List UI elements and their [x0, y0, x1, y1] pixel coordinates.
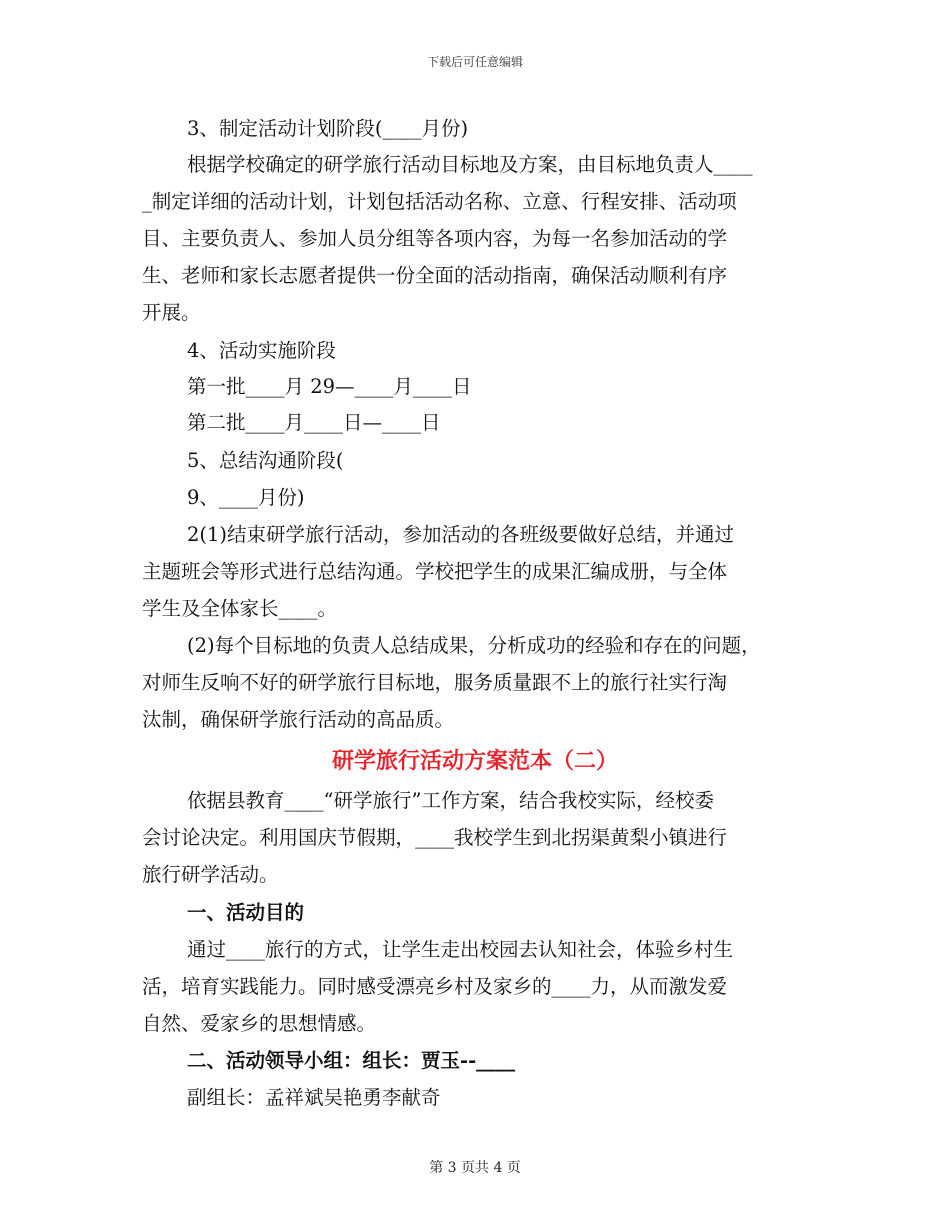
paragraph-line: 对师生反响不好的研学旅行目标地，服务质量跟不上的旅行社实行淘 — [142, 671, 728, 694]
heading-leadership-group: 二、活动领导小组：组长：贾玉--____ — [187, 1049, 516, 1072]
paragraph-line: 汰制，确保研学旅行活动的高品质。 — [142, 708, 455, 731]
paragraph-line: 生、老师和家长志愿者提供一份全面的活动指南，确保活动顺利有序 — [142, 264, 728, 287]
page-footer: 第 3 页共 4 页 — [429, 1160, 521, 1176]
step-9-line: 9、____月份) — [187, 486, 305, 509]
section-title: 研学旅行活动方案范本（二） — [331, 748, 618, 774]
paragraph-line: 活，培育实践能力。同时感受漂亮乡村及家乡的____力，从而激发爱 — [142, 975, 728, 998]
heading-activity-purpose: 一、活动目的 — [187, 901, 305, 924]
paragraph-line: 2(1)结束研学旅行活动，参加活动的各班级要做好总结，并通过 — [187, 523, 735, 546]
vice-leaders-line: 副组长：孟祥斌吴艳勇李献奇 — [187, 1086, 441, 1109]
paragraph-line: 会讨论决定。利用国庆节假期，____我校学生到北拐渠黄梨小镇进行 — [142, 826, 728, 849]
paragraph-line: 旅行研学活动。 — [142, 863, 279, 886]
step-4-heading: 4、活动实施阶段 — [187, 339, 336, 362]
paragraph-line: _制定详细的活动计划，计划包括活动名称、立意、行程安排、活动项 — [142, 190, 737, 213]
paragraph-line: 主题班会等形式进行总结沟通。学校把学生的成果汇编成册，与全体 — [142, 560, 728, 583]
page-header: 下载后可任意编辑 — [426, 55, 523, 69]
step-5-heading: 5、总结沟通阶段( — [187, 449, 344, 472]
paragraph-line: (2)每个目标地的负责人总结成果，分析成功的经验和存在的问题， — [187, 634, 761, 657]
batch-2-line: 第二批____月____日—____日 — [187, 411, 441, 434]
paragraph-line: 根据学校确定的研学旅行活动目标地及方案，由目标地负责人____ — [187, 153, 753, 176]
paragraph-line: 自然、爱家乡的思想情感。 — [142, 1012, 377, 1035]
step-3-heading: 3、制定活动计划阶段(____月份) — [187, 117, 469, 140]
paragraph-line: 通过____旅行的方式，让学生走出校园去认知社会，体验乡村生 — [187, 938, 734, 961]
paragraph-line: 开展。 — [142, 301, 201, 324]
paragraph-line: 目、主要负责人、参加人员分组等各项内容，为每一名参加活动的学 — [142, 227, 728, 250]
batch-1-line: 第一批____月 29—____月____日 — [187, 375, 472, 398]
paragraph-line: 学生及全体家长____。 — [142, 597, 338, 620]
paragraph-line: 依据县教育____“研学旅行”工作方案，结合我校实际，经校委 — [187, 789, 714, 812]
